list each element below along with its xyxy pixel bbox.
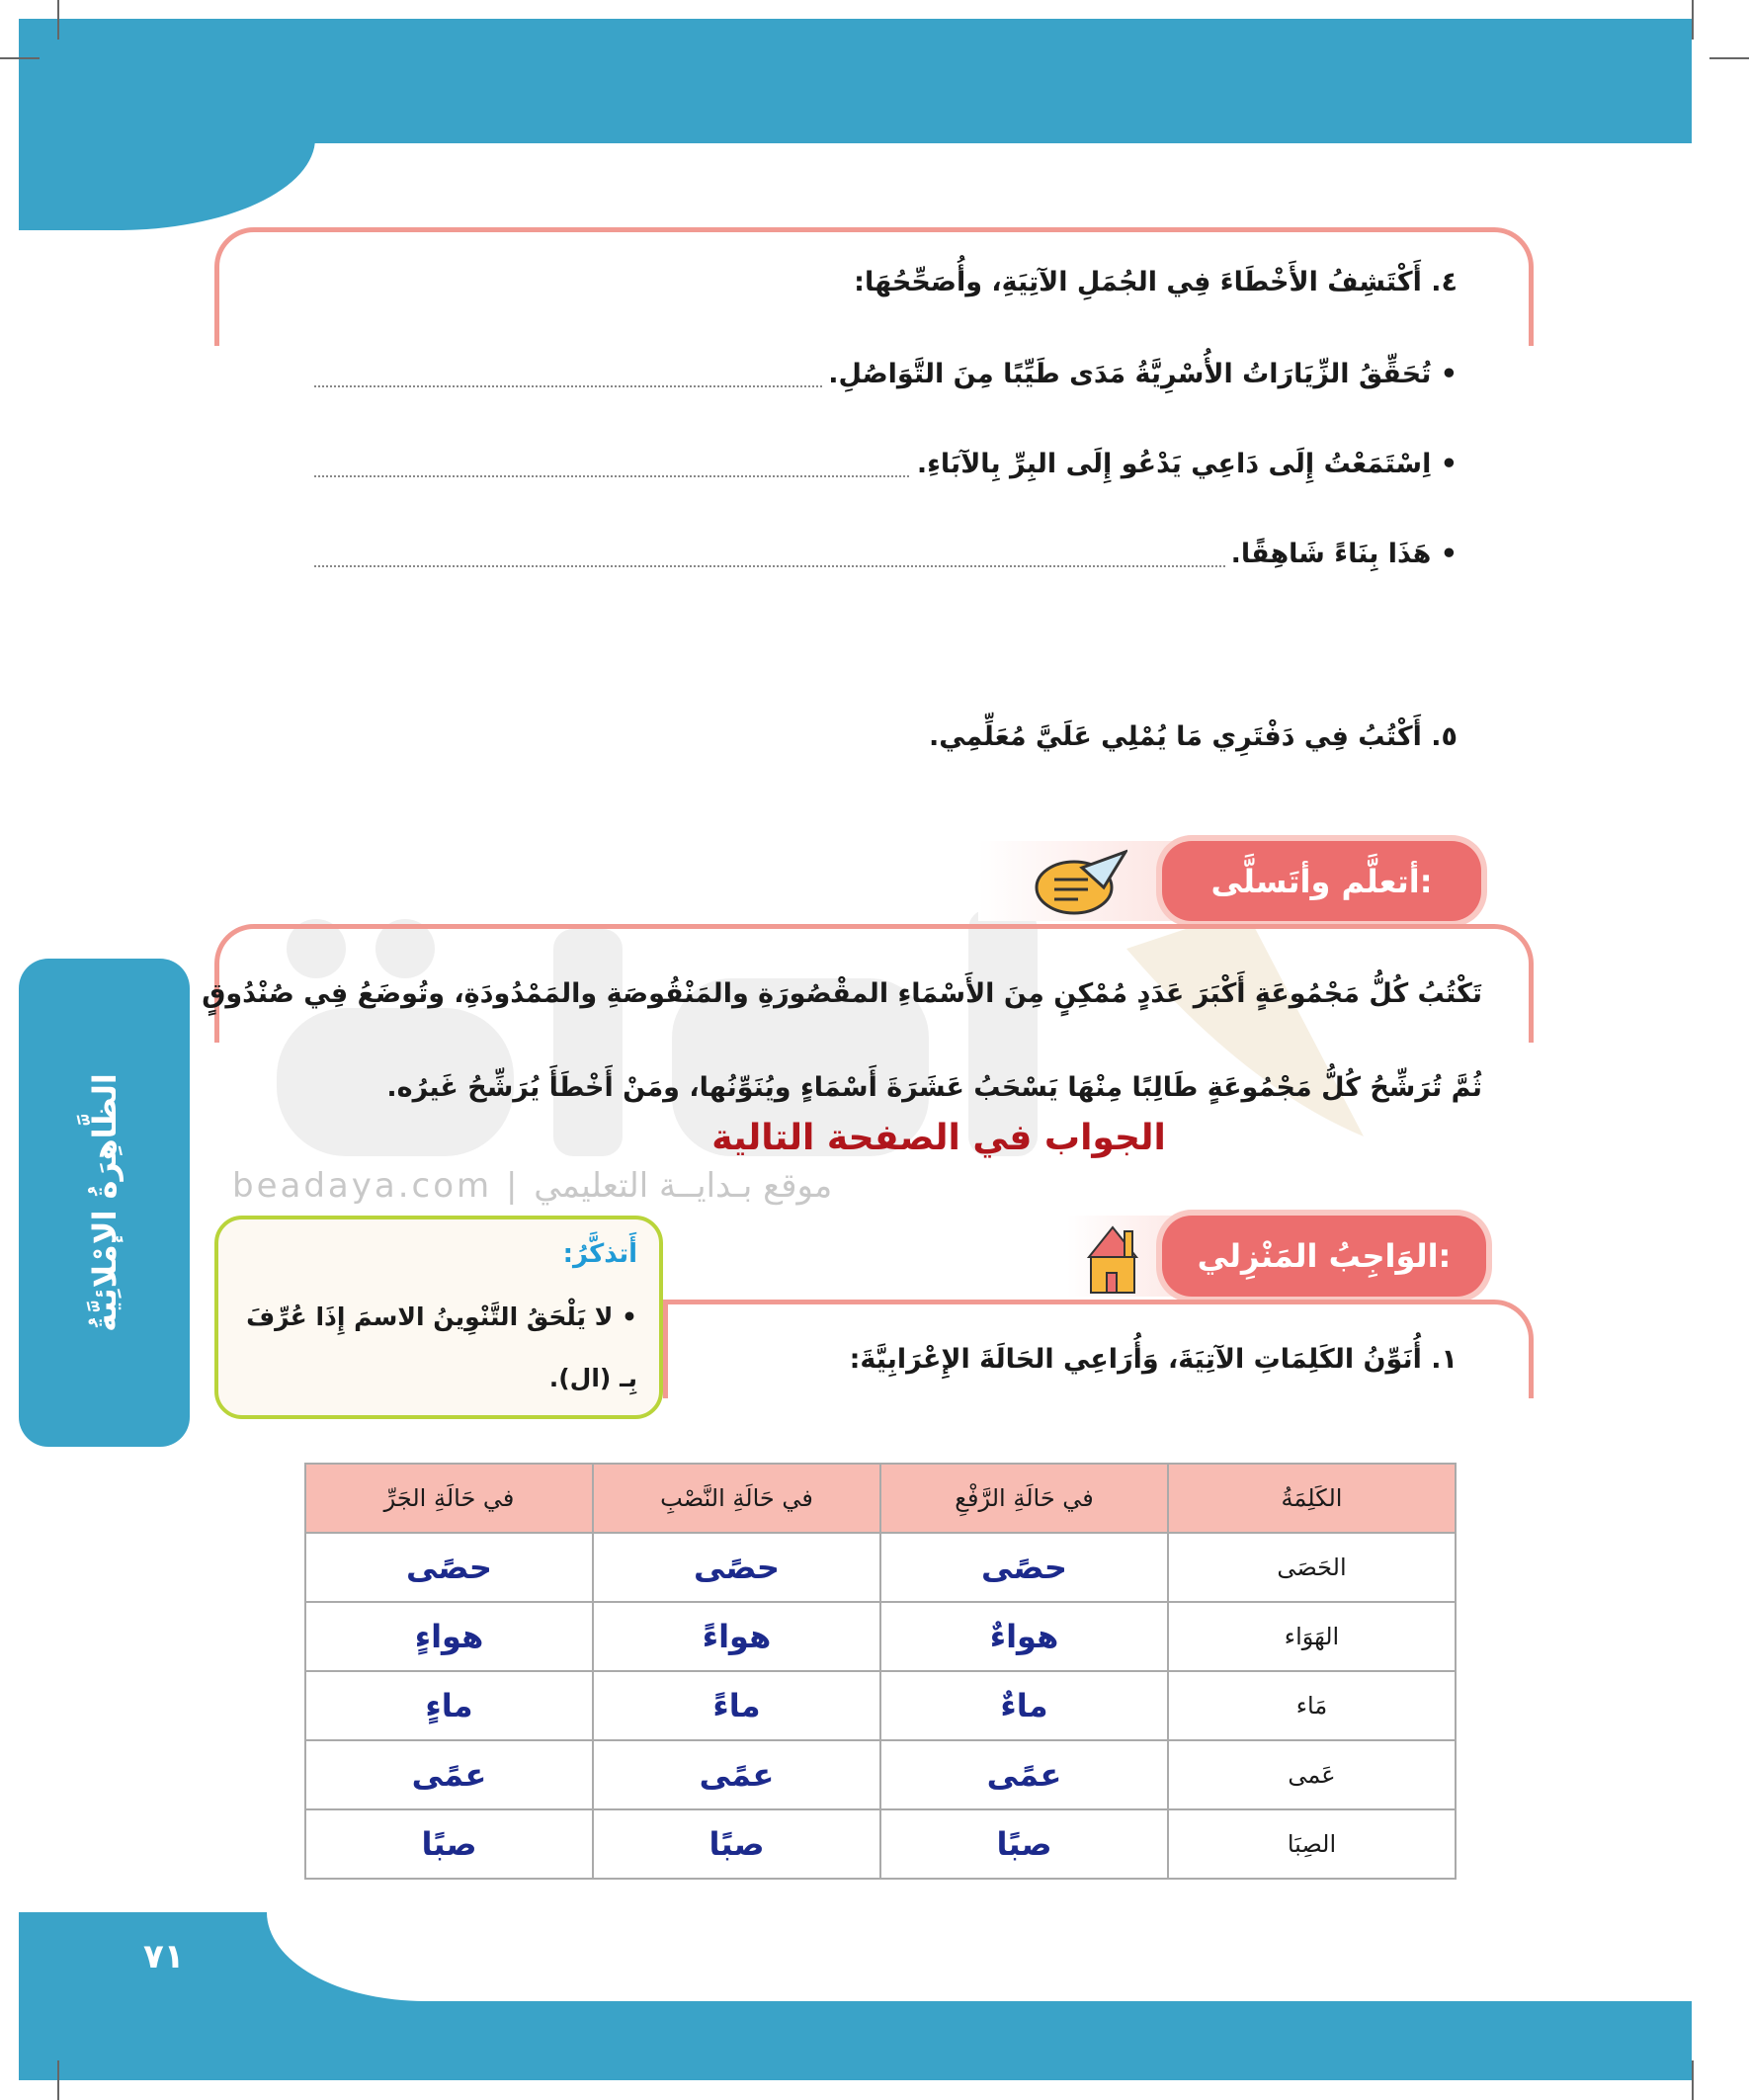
homework-title: الوَاجِبُ المَنْزِلي: xyxy=(1162,1216,1486,1297)
page-number: ٧١ xyxy=(143,1937,185,1976)
table-row xyxy=(305,1533,1456,1602)
bullet-sentence: • اِسْتَمَعْتُ إِلَى دَاعِي يَدْعُو إِلَى البِرِّ بِالآبَاءِ. xyxy=(911,449,1458,479)
exercise-5: ٥. أَكْتُبُ فِي دَفْتَرِي مَا يُمْلِي عَلَيَّ مُعَلِّمِي. xyxy=(928,721,1458,752)
bullet-sentence: • هَذَا بِنَاءً شَاهِقًا. xyxy=(1225,539,1458,569)
tanween-table xyxy=(304,1463,1457,1880)
bullet-sentence: • تُحَقِّقُ الزِّيَارَاتُ الأُسْرِيَّةُ مَدَى طَيِّبًا مِنَ التَّوَاصُلِ. xyxy=(822,359,1458,389)
house-icon xyxy=(1085,1223,1142,1295)
remember-text: • لا يَلْحَقُ التَّنْوِينُ الاسمَ إِذَا عُرِّفَ بِـ (ال). xyxy=(246,1302,637,1392)
answer-cell: صبًا xyxy=(880,1809,1168,1879)
table-header-row xyxy=(305,1464,1456,1533)
answer-cell: عمًى xyxy=(305,1740,593,1809)
word-cell: مَاء xyxy=(1168,1671,1456,1740)
bottom-banner-cutout xyxy=(267,1912,1700,2001)
answer-cell: ماءٍ xyxy=(305,1671,593,1740)
answer-next-page-note: الجواب في الصفحة التالية xyxy=(711,1118,1166,1158)
side-tab-label: الظَّاهِرَةُ الإمْلائِيَّةُ xyxy=(85,1073,124,1332)
answer-cell: حصًى xyxy=(593,1533,880,1602)
homework-instruction: ١. أُنَوِّنُ الكَلِمَاتِ الآتِيَةَ، وَأُرَاعِي الحَالَةَ الإِعْرَابِيَّةَ: xyxy=(849,1344,1458,1375)
crop-mark xyxy=(0,57,40,59)
top-banner xyxy=(19,19,1692,143)
column-header: الكَلِمَةُ xyxy=(1168,1464,1456,1533)
word-cell: الصِبَا xyxy=(1168,1809,1456,1879)
answer-cell: ماءٌ xyxy=(880,1671,1168,1740)
table-row xyxy=(305,1671,1456,1740)
side-tab xyxy=(19,959,190,1447)
crop-mark xyxy=(1709,57,1749,59)
answer-cell: عمًى xyxy=(880,1740,1168,1809)
table-row xyxy=(305,1740,1456,1809)
table-row xyxy=(305,1602,1456,1671)
paper-plane-chat-icon xyxy=(1033,848,1127,917)
crop-mark xyxy=(1692,2060,1694,2100)
watermark-text: beadaya.com | موقع بـدايــة التعليمي xyxy=(232,1166,833,1206)
remember-box xyxy=(214,1216,663,1419)
answer-cell: عمًى xyxy=(593,1740,880,1809)
learn-play-title: أتعلَّم وأتَسلَّى: xyxy=(1162,841,1481,921)
answer-cell: صبًا xyxy=(305,1809,593,1879)
answer-cell: هواءٌ xyxy=(880,1602,1168,1671)
word-cell: الحَصَى xyxy=(1168,1533,1456,1602)
exercise-4-heading: ٤. أَكْتَشِفُ الأَخْطَاءَ فِي الجُمَلِ الآتِيَةِ، وأُصَحِّحُهَا: xyxy=(854,267,1458,297)
column-header: في حَالَةِ النَّصْبِ xyxy=(593,1464,880,1533)
crop-mark xyxy=(57,0,59,40)
answer-cell: هواءً xyxy=(593,1602,880,1671)
crop-mark xyxy=(1692,0,1694,40)
word-cell: عَمى xyxy=(1168,1740,1456,1809)
crop-mark xyxy=(57,2060,59,2100)
learn-text-line: تَكْتُبُ كُلُّ مَجْمُوعَةٍ أَكْبَرَ عَدَدٍ مُمْكِنٍ مِنَ الأَسْمَاءِ المقْصُورَةِ والمَنْقُوصَةِ والمَمْدُودَةِ، وتُوضَعُ فِي صُنْدُوقٍ xyxy=(202,978,1482,1009)
column-header: في حَالَةِ الجَرِّ xyxy=(305,1464,593,1533)
answer-cell: هواءٍ xyxy=(305,1602,593,1671)
word-cell: الهَوَاء xyxy=(1168,1602,1456,1671)
answer-cell: حصًى xyxy=(880,1533,1168,1602)
answer-cell: حصًى xyxy=(305,1533,593,1602)
answer-cell: ماءً xyxy=(593,1671,880,1740)
top-banner-curve xyxy=(19,138,315,230)
table-row xyxy=(305,1809,1456,1879)
column-header: في حَالَةِ الرَّفْعِ xyxy=(880,1464,1168,1533)
learn-text-line: ثُمَّ تُرَشِّحُ كُلُّ مَجْمُوعَةٍ طَالِبًا مِنْهَا يَسْحَبُ عَشَرَةَ أَسْمَاءٍ ويُنَوِّنُها، ومَنْ أَخْطَأَ يُرَشِّحُ غَيرُه. xyxy=(386,1072,1482,1103)
remember-title: أَتذكَّرُ: xyxy=(562,1239,637,1269)
answer-cell: صبًا xyxy=(593,1809,880,1879)
